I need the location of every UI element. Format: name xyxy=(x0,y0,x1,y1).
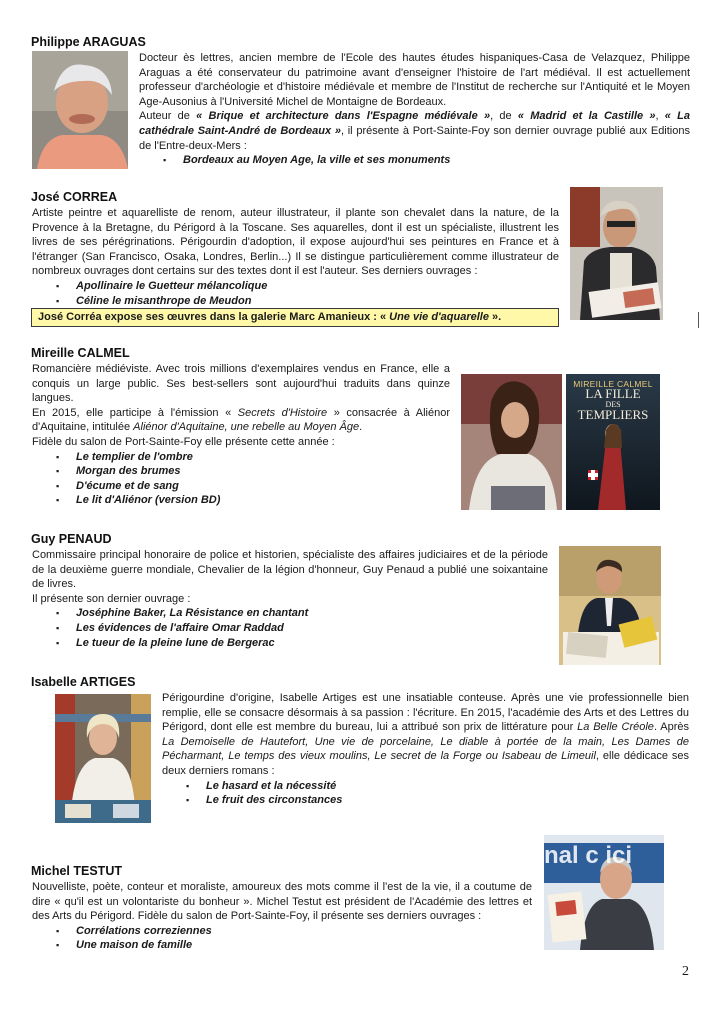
bio-correa xyxy=(32,206,559,308)
book-title: ▪ Céline le misanthrope de Meudon xyxy=(32,294,559,309)
cover-author: MIREILLE CALMEL xyxy=(573,379,653,389)
bio-text: . Après xyxy=(653,721,689,734)
cover-title-line: LA FILLE xyxy=(585,386,641,401)
photo-calmel xyxy=(461,374,562,510)
book-title: ▪ Le hasard et la nécessité xyxy=(162,779,689,794)
tv-episode-title: Aliénor d'Aquitaine, une rebelle au Moyen Âge xyxy=(133,421,360,434)
bio-penaud-text: Commissaire principal honoraire de police et historien, spécialiste des affaires judiciaires et de la période de la deuxième guerre mondiale, Chevalier de la légion d'honneur, Guy Penaud a publié une soixantaine de livres. xyxy=(32,549,548,591)
bio-artiges xyxy=(162,691,689,808)
bio-correa-text: Artiste peintre et aquarelliste de renom, auteur illustrateur, il plante son chevalet dans la nature, de la Provence à la Bretagne, du Périgord à la Toscane. Ses aquarelles, dont il est un spécialiste, illustrent les livres de ses pérégrinations. Périgourdin d'adoption, il expose aujourd'hui ses peintures en France et à l'étranger (San Francisco, Osaka, Londres, Berlin...) Il se distingue particulièrement comme illustrateur de nombreux ouvrages dont certains sur des textes dont il est l'auteur. Ses derniers ouvrages : xyxy=(32,207,559,278)
photo-correa xyxy=(570,187,663,320)
exhibition-banner xyxy=(31,308,559,327)
bio-calmel-text: Romancière médiéviste. Avec trois millions d'exemplaires vendus en France, elle a conquis un large public. Ses best-sellers sont aujourd'hui traduits dans quinze langues. xyxy=(32,363,450,405)
bio-araguas xyxy=(139,51,690,168)
book-title: ▪ Le templier de l'ombre xyxy=(32,450,450,465)
bio-calmel-present: Fidèle du salon de Port-Sainte-Foy elle présente cette année : xyxy=(32,435,335,448)
book-cover-calmel xyxy=(566,374,660,510)
book-title: ▪ Bordeaux au Moyen Age, la ville et ses monuments xyxy=(139,153,690,168)
tv-show-title: Secrets d'Histoire xyxy=(237,406,328,419)
bio-testut-text: Nouvelliste, poète, conteur et moraliste, amoureux des mots comme il l'est de la vie, il a coutume de dire « qu'il est un volontariste du bonheur ». Michel Testut est président de l'Académie des lettres et des Arts du Périgord. Fidèle du salon de Port-Sainte-Foy, il présente ses derniers ouvrages : xyxy=(32,881,532,923)
tv-text: En 2015, elle participe à l'émission « xyxy=(32,406,238,419)
work-title: « La cathédrale Saint-André de Bordeaux » xyxy=(139,110,690,137)
cover-title-line: TEMPLIERS xyxy=(577,407,649,422)
book-list-calmel xyxy=(32,450,450,508)
cover-title xyxy=(566,388,660,421)
bio-penaud-present: Il présente son dernier ouvrage : xyxy=(32,592,191,605)
bio-text: , elle dédicace ses deux derniers romans : xyxy=(162,750,689,777)
bio-calmel-tv xyxy=(32,406,450,435)
bio-artiges-text xyxy=(162,691,689,779)
book-list-araguas xyxy=(139,153,690,168)
works-suffix: , il présente à Port-Sainte-Foy son dernier ouvrage publié aux Editions de l'Entre-deux-Mers : xyxy=(139,124,690,152)
book-title: ▪ Les évidences de l'affaire Omar Raddad xyxy=(32,621,548,636)
book-list-correa xyxy=(32,279,559,308)
book-list-artiges xyxy=(162,779,689,808)
banner-text: José Corréa expose ses œuvres dans la galerie Marc Amanieux : « xyxy=(38,311,390,323)
tv-text: . xyxy=(359,421,363,434)
photo-background-text: nal c ici xyxy=(544,842,633,869)
work-title: « Brique et architecture dans l'Espagne médiévale » xyxy=(196,110,491,123)
works-prefix: Auteur de xyxy=(139,110,197,123)
bio-text: Périgourdine d'origine, Isabelle Artiges est une insatiable conteuse. Après une vie professionnelle bien remplie, elle se consacre désormais à sa passion : l'écriture. En 2015, l'académie des Arts et des Lettres du Périgord, dont elle est membre du bureau, lui a attribué son prix de littérature pour xyxy=(162,692,689,734)
margin-mark xyxy=(698,312,699,328)
page-number: 2 xyxy=(682,964,689,979)
author-name-correa: José CORREA xyxy=(31,190,118,204)
author-name-araguas: Philippe ARAGUAS xyxy=(31,35,146,49)
photo-artiges xyxy=(55,694,151,823)
works-separator: , xyxy=(655,110,665,123)
bio-araguas-works xyxy=(139,109,690,153)
author-name-artiges: Isabelle ARTIGES xyxy=(31,675,136,689)
photo-araguas xyxy=(32,51,128,169)
author-name-calmel: Mireille CALMEL xyxy=(31,346,130,360)
book-title: ▪ D'écume et de sang xyxy=(32,479,450,494)
work-title: « Madrid et la Castille » xyxy=(517,110,656,123)
book-title: ▪ Morgan des brumes xyxy=(32,464,450,479)
bio-penaud xyxy=(32,548,548,650)
book-title: ▪ Apollinaire le Guetteur mélancolique xyxy=(32,279,559,294)
book-title: ▪ Une maison de famille xyxy=(32,938,532,953)
book-title: ▪ Le tueur de la pleine lune de Bergerac xyxy=(32,636,548,651)
author-name-penaud: Guy PENAUD xyxy=(31,532,112,546)
tv-text: » consacrée à Aliénor d'Aquitaine, intitulée xyxy=(32,406,450,434)
banner-exhibition-title: Une vie d'aquarelle xyxy=(389,311,489,323)
bio-calmel xyxy=(32,362,450,508)
prize-book-title: La Belle Créole xyxy=(577,721,654,734)
works-separator: , de xyxy=(490,110,518,123)
book-title: ▪ Le fruit des circonstances xyxy=(162,793,689,808)
book-list-penaud xyxy=(32,606,548,650)
previous-works: La Demoiselle de Hautefort, Une vie de porcelaine, Le diable à portée de la main, Les Dames de Pécharmant, Le temps des vieux moulins, Le secret de la Forge ou Isabeau de Limeuil xyxy=(162,735,689,763)
photo-penaud xyxy=(559,546,661,665)
book-list-testut xyxy=(32,924,532,953)
banner-end: ». xyxy=(488,311,502,323)
book-title: ▪ Le lit d'Aliénor (version BD) xyxy=(32,493,450,508)
bio-testut xyxy=(32,880,532,953)
bio-araguas-text: Docteur ès lettres, ancien membre de l'Ecole des hautes études hispaniques-Casa de Velazquez, Philippe Araguas a été conservateur du patrimoine avant d'enseigner l'histoire de l'art médiéval. Il est actuellement professeur d'archéologie et d'histoire médiévale et membre de l'Institut de recherche sur l'Antiquité et le Moyen Age-Ausonius à l'Université Michel de Montaigne de Bordeaux. xyxy=(139,52,690,108)
photo-testut xyxy=(544,835,664,950)
cover-title-line: DES xyxy=(605,400,621,409)
author-name-testut: Michel TESTUT xyxy=(31,864,122,878)
book-title: ▪ Joséphine Baker, La Résistance en chantant xyxy=(32,606,548,621)
book-title: ▪ Corrélations correziennes xyxy=(32,924,532,939)
